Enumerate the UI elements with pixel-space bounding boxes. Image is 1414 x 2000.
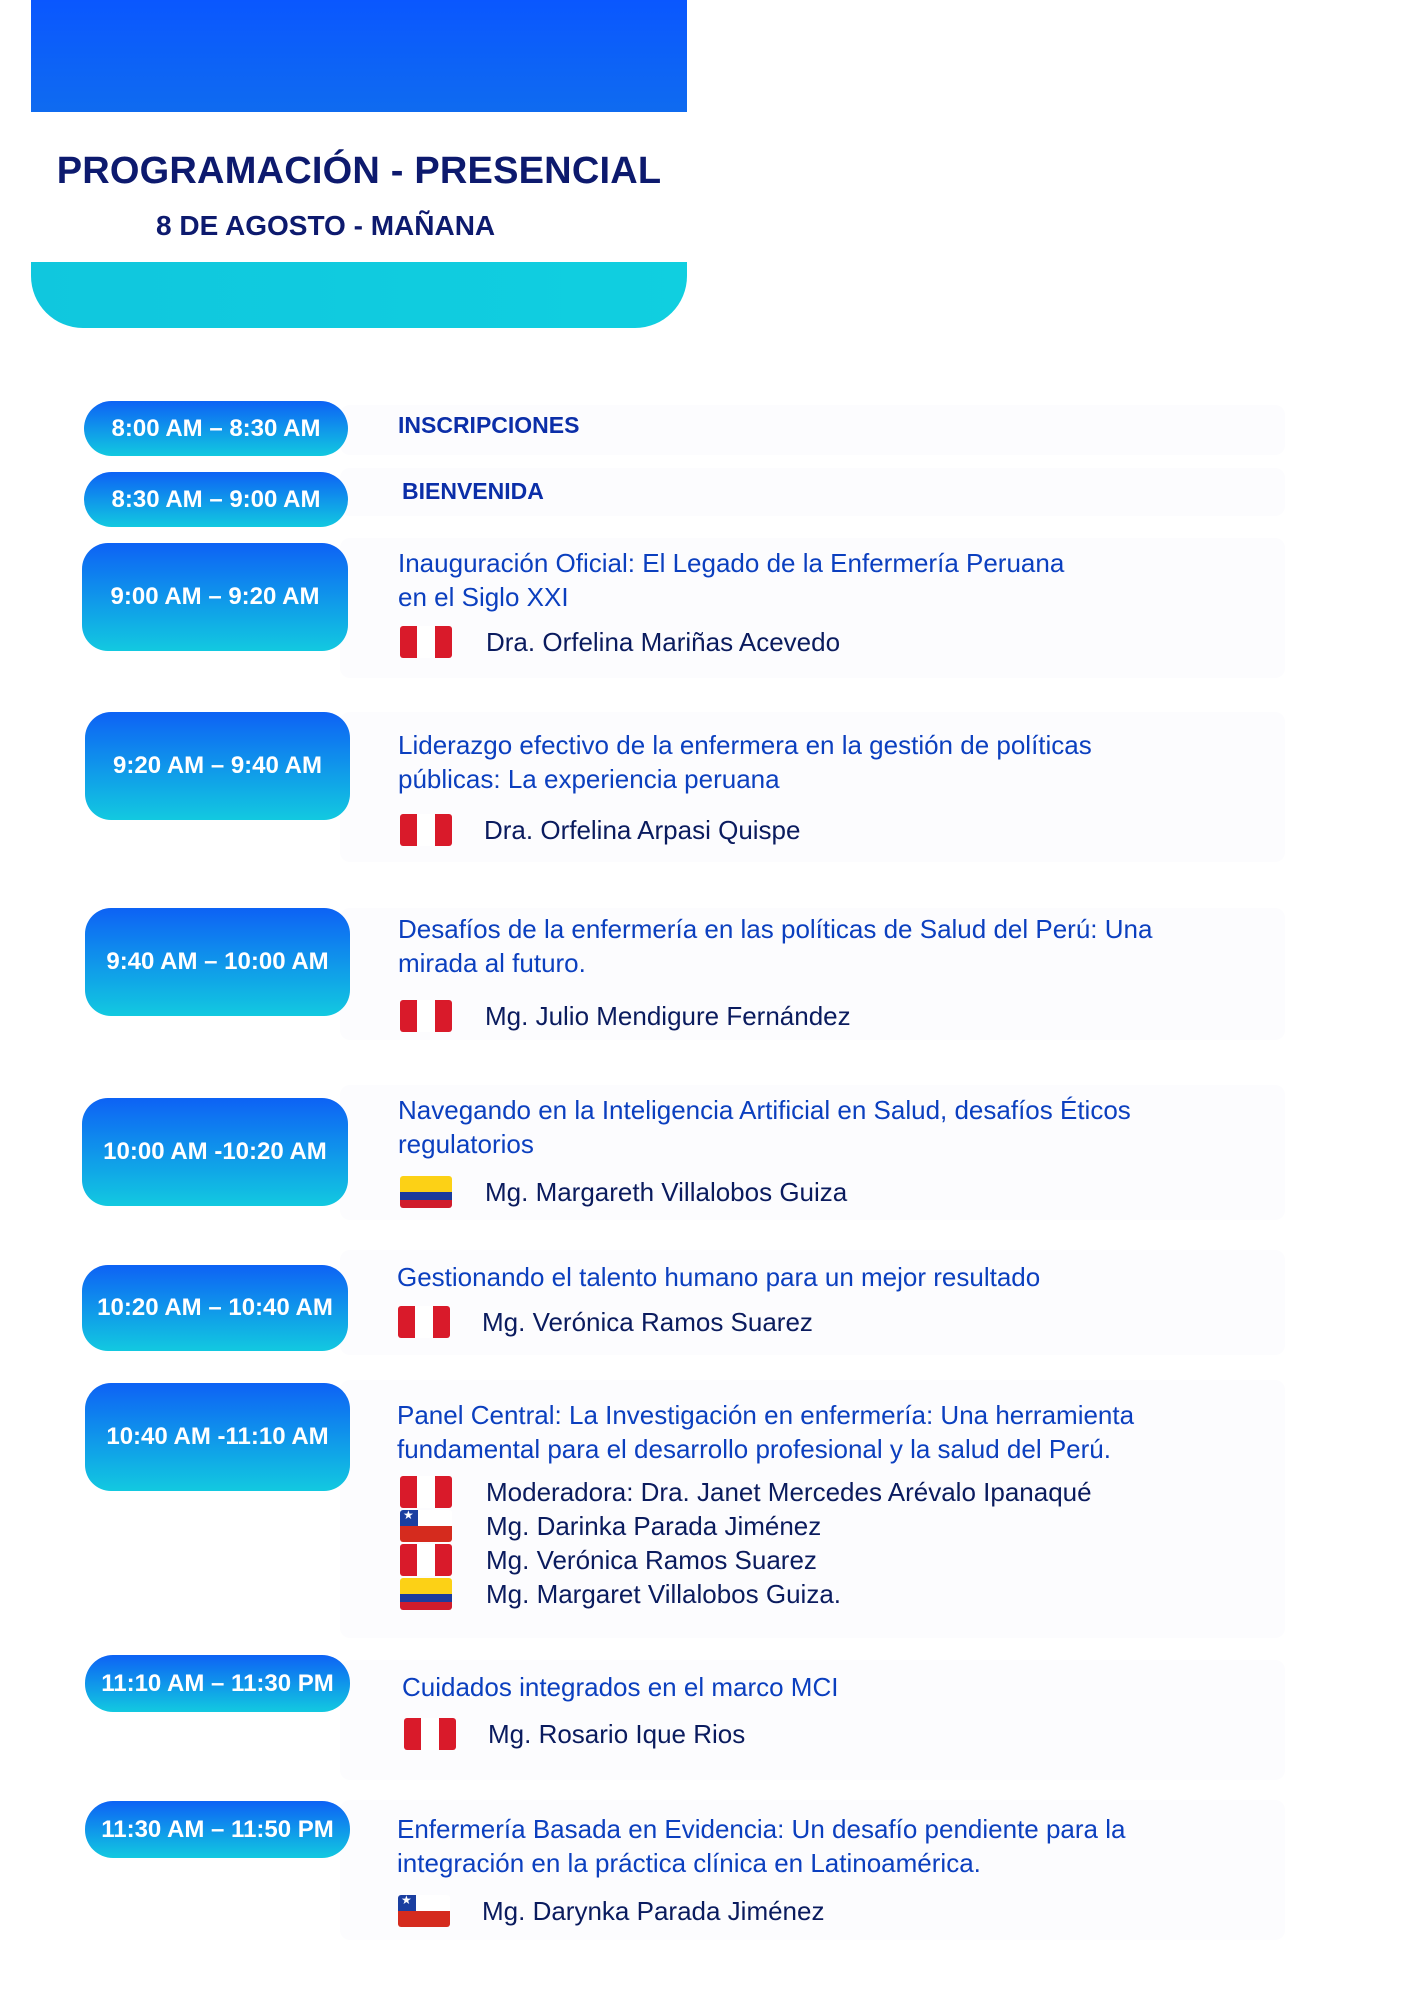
time-pill: 10:20 AM – 10:40 AM: [82, 1265, 348, 1351]
peru-flag-icon: [400, 1000, 452, 1032]
speaker-name: Mg. Margaret Villalobos Guiza.: [486, 1578, 842, 1609]
speaker: [398, 1305, 813, 1339]
speaker: [404, 1717, 745, 1751]
peru-flag-icon: [398, 1306, 450, 1338]
topic-line: Enfermería Basada en Evidencia: Un desafío pendiente para la: [397, 1814, 1126, 1844]
time-pill: 9:20 AM – 9:40 AM: [85, 712, 350, 820]
session-label: INSCRIPCIONES: [398, 412, 580, 438]
page-subtitle: 8 DE AGOSTO - MAÑANA: [156, 210, 496, 241]
header-blue-band: [31, 0, 687, 112]
time-pill: 9:00 AM – 9:20 AM: [82, 543, 348, 651]
header-cyan-band: [31, 262, 687, 328]
speaker-name: Mg. Julio Mendigure Fernández: [485, 1000, 851, 1031]
speaker: [400, 813, 800, 847]
speaker-name: Mg. Margareth Villalobos Guiza: [485, 1176, 848, 1207]
topic-line: públicas: La experiencia peruana: [398, 764, 780, 794]
chile-flag-icon: [398, 1895, 450, 1927]
speaker: [398, 1894, 824, 1928]
time-pill: 9:40 AM – 10:00 AM: [85, 908, 350, 1016]
time-pill: 8:30 AM – 9:00 AM: [84, 472, 348, 527]
speaker-name: Dra. Orfelina Arpasi Quispe: [484, 814, 801, 845]
session-topic: [398, 728, 1092, 796]
time-pill: 11:10 AM – 11:30 PM: [85, 1655, 350, 1712]
speaker: [400, 625, 840, 659]
topic-line: Panel Central: La Investigación en enfermería: Una herramienta: [397, 1400, 1135, 1430]
topic-line: integración en la práctica clínica en Latinoamérica.: [397, 1848, 981, 1878]
speaker-name: Mg. Darinka Parada Jiménez: [486, 1510, 822, 1541]
colombia-flag-icon: [400, 1578, 452, 1610]
time-pill: 10:40 AM -11:10 AM: [85, 1383, 350, 1491]
speaker-name: Mg. Darynka Parada Jiménez: [482, 1895, 825, 1926]
speaker-name: Mg. Verónica Ramos Suarez: [486, 1544, 817, 1575]
speaker: [400, 1577, 841, 1611]
peru-flag-icon: [400, 1544, 452, 1576]
session-topic: [398, 546, 1064, 614]
chile-flag-icon: [400, 1510, 452, 1542]
topic-line: en el Siglo XXI: [398, 582, 569, 612]
time-pill: 11:30 AM – 11:50 PM: [85, 1801, 350, 1858]
topic-line: fundamental para el desarrollo profesional y la salud del Perú.: [397, 1434, 1111, 1464]
peru-flag-icon: [400, 814, 452, 846]
page-title: PROGRAMACIÓN - PRESENCIAL: [56, 150, 662, 192]
session-topic: [397, 1812, 1125, 1880]
topic-line: regulatorios: [398, 1129, 534, 1159]
speaker-name: Moderadora: Dra. Janet Mercedes Arévalo Ipanaqué: [486, 1476, 1092, 1507]
speaker: [400, 1175, 847, 1209]
peru-flag-icon: [400, 1476, 452, 1508]
session-topic: [398, 912, 1152, 980]
speaker-name: Mg. Rosario Ique Rios: [488, 1718, 746, 1749]
session-label: BIENVENIDA: [402, 478, 544, 504]
session-topic: [397, 1260, 1040, 1294]
time-pill: 8:00 AM – 8:30 AM: [84, 401, 348, 456]
session-topic: [398, 1093, 1131, 1161]
speaker-name: Mg. Verónica Ramos Suarez: [482, 1306, 813, 1337]
speaker: [400, 1509, 821, 1543]
topic-line: Inauguración Oficial: El Legado de la Enfermería Peruana: [398, 548, 1065, 578]
topic-line: Desafíos de la enfermería en las políticas de Salud del Perú: Una: [398, 914, 1153, 944]
session-topic: [402, 1670, 838, 1704]
speaker-name: Dra. Orfelina Mariñas Acevedo: [486, 626, 841, 657]
topic-line: Navegando en la Inteligencia Artificial en Salud, desafíos Éticos: [398, 1095, 1131, 1125]
topic-line: mirada al futuro.: [398, 948, 586, 978]
speaker: [400, 1475, 1092, 1509]
peru-flag-icon: [400, 626, 452, 658]
speaker: [400, 999, 851, 1033]
speaker: [400, 1543, 817, 1577]
topic-line: Gestionando el talento humano para un mejor resultado: [397, 1262, 1041, 1292]
colombia-flag-icon: [400, 1176, 452, 1208]
peru-flag-icon: [404, 1718, 456, 1750]
header-banner: [31, 0, 687, 328]
time-pill: 10:00 AM -10:20 AM: [82, 1098, 348, 1206]
topic-line: Cuidados integrados en el marco MCI: [402, 1672, 839, 1702]
session-topic: [397, 1398, 1134, 1466]
topic-line: Liderazgo efectivo de la enfermera en la gestión de políticas: [398, 730, 1092, 760]
